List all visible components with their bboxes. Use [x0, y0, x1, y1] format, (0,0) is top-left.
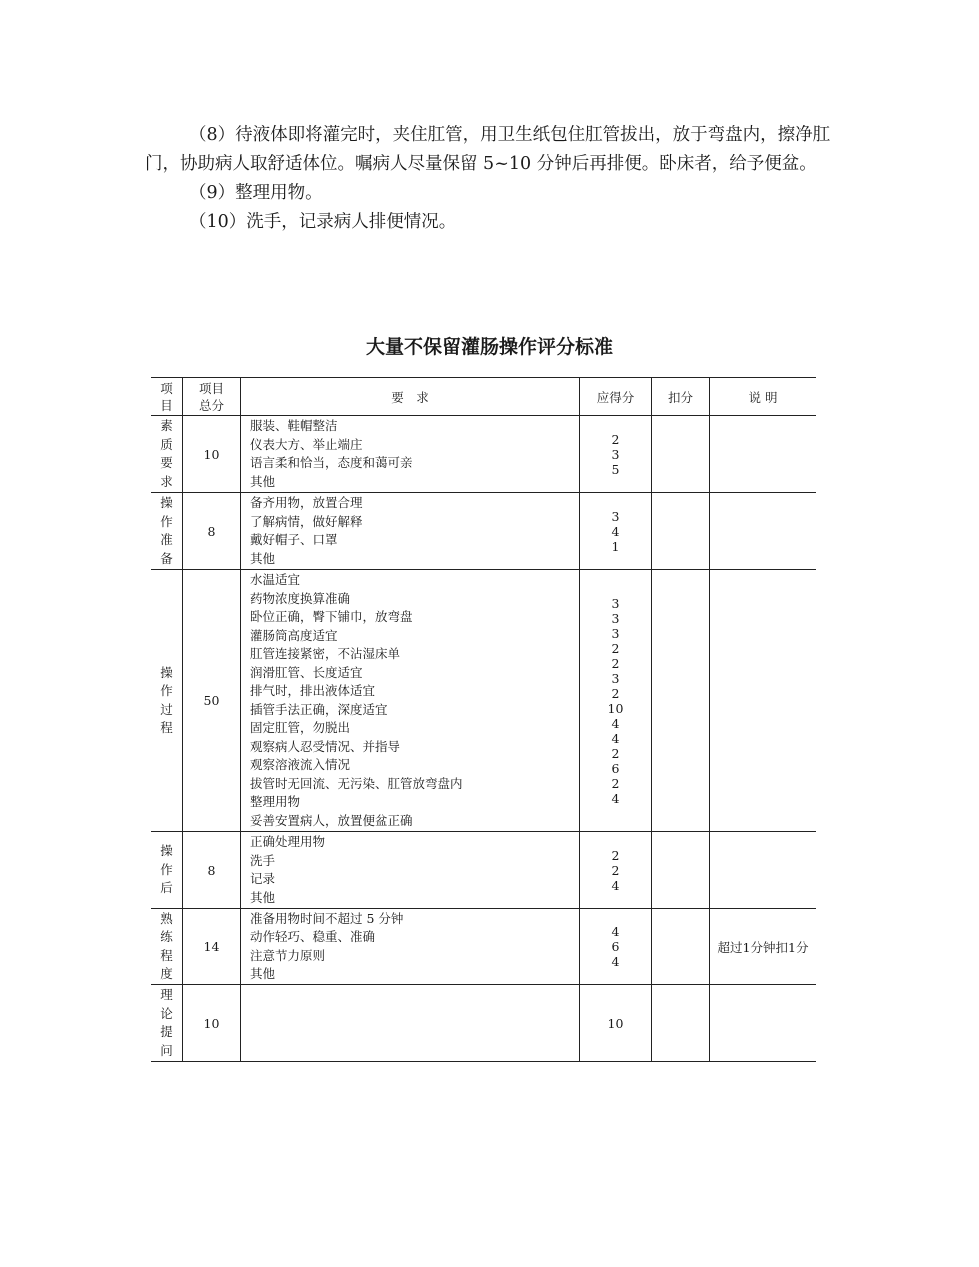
- deduction-cell: [652, 416, 710, 493]
- header-requirement: 要 求: [241, 378, 580, 416]
- requirement-line: 了解病情，做好解释: [250, 513, 363, 529]
- total-cell: 50: [183, 570, 241, 832]
- table-row-procedure: [151, 570, 816, 832]
- requirement-line: 排气时，排出液体适宜: [250, 683, 376, 698]
- score-value: 2: [611, 745, 620, 761]
- score-value: 2: [611, 640, 620, 656]
- table-row-after: [151, 832, 816, 909]
- score-value: 2: [611, 431, 620, 447]
- header-total: 项目 总分: [183, 378, 241, 416]
- table-row-quality: [151, 416, 816, 493]
- table-row-preparation: [151, 493, 816, 570]
- requirement-line: 插管手法正确，深度适宜: [250, 701, 388, 717]
- requirement-line: 拔管时无回流、无污染、肛管放弯盘内: [250, 775, 463, 791]
- item-cell: 熟 练 程 度: [151, 909, 183, 985]
- score-value: 10: [607, 700, 624, 716]
- deduction-cell: [652, 832, 710, 909]
- requirement-line: 其他: [250, 550, 276, 566]
- note-cell: [710, 985, 817, 1062]
- requirement-line: 润滑肛管、长度适宜: [250, 664, 363, 680]
- score-value: 3: [611, 446, 620, 462]
- requirement-line: 灌肠筒高度适宜: [250, 627, 338, 643]
- requirement-line: 洗手: [250, 852, 276, 868]
- requirement-cell: [241, 909, 580, 985]
- score-value: 5: [611, 461, 620, 477]
- requirement-line: 动作轻巧、稳重、准确: [250, 929, 376, 944]
- score-cell: [580, 416, 652, 493]
- scoring-table: [151, 377, 816, 1062]
- item-cell: 理 论 提 问: [151, 985, 183, 1062]
- score-value: 2: [611, 862, 620, 878]
- requirement-line: 备齐用物，放置合理: [250, 495, 363, 510]
- paragraph-step-8: （8）待液体即将灌完时，夹住肛管，用卫生纸包住肛管拔出，放于弯盘内，擦净肛门，协助病人取舒适体位。嘱病人尽量保留 5~10 分钟后再排便。卧床者，给予便盆。: [145, 125, 831, 174]
- header-deduction: 扣分: [652, 378, 710, 416]
- deduction-cell: [652, 570, 710, 832]
- score-cell: [580, 985, 652, 1062]
- requirement-line: 固定肛管，勿脱出: [250, 720, 351, 735]
- paragraph-step-10: （10）洗手，记录病人排便情况。: [189, 212, 457, 232]
- score-value: 1: [611, 538, 620, 554]
- requirement-cell: [241, 832, 580, 909]
- requirement-line: 正确处理用物: [250, 834, 326, 849]
- requirement-line: 观察病人忍受情况、并指导: [250, 738, 401, 754]
- table-title: 大量不保留灌肠操作评分标准: [365, 336, 613, 358]
- score-value: 10: [607, 1015, 624, 1031]
- score-value: 2: [611, 775, 620, 791]
- score-cell: [580, 493, 652, 570]
- score-value: 4: [611, 730, 620, 746]
- requirement-cell: [241, 985, 580, 1062]
- requirement-line: 肛管连接紧密，不沾湿床单: [250, 646, 401, 661]
- score-cell: [580, 570, 652, 832]
- requirement-line: 药物浓度换算准确: [250, 590, 351, 606]
- total-cell: 10: [183, 985, 241, 1062]
- requirement-line: 水温适宜: [250, 572, 301, 587]
- note-cell: [710, 493, 817, 570]
- table-row-theory: [151, 985, 816, 1062]
- item-cell: 操 作 准 备: [151, 493, 183, 570]
- deduction-cell: [652, 909, 710, 985]
- requirement-line: 卧位正确，臀下铺巾，放弯盘: [250, 609, 413, 624]
- total-cell: 8: [183, 832, 241, 909]
- table-header-row: [151, 378, 816, 416]
- item-cell: 素 质 要 求: [151, 416, 183, 493]
- item-cell: 操 作 过 程: [151, 570, 183, 832]
- score-value: 3: [611, 595, 620, 611]
- requirement-line: 其他: [250, 473, 276, 489]
- table-row-proficiency: [151, 909, 816, 985]
- score-cell: [580, 909, 652, 985]
- score-value: 6: [611, 939, 620, 954]
- requirement-line: 妥善安置病人，放置便盆正确: [250, 812, 413, 828]
- note-cell: 超过1分钟扣1分: [717, 939, 809, 955]
- requirement-cell: [241, 493, 580, 570]
- score-value: 3: [611, 508, 620, 524]
- requirement-line: 戴好帽子、口罩: [250, 532, 338, 547]
- requirement-cell: [241, 570, 580, 832]
- paragraph-step-9: （9）整理用物。: [189, 183, 323, 203]
- score-value: 4: [611, 877, 620, 893]
- requirement-line: 仪表大方、举止端庄: [250, 436, 363, 452]
- score-value: 4: [611, 523, 620, 539]
- score-cell: [580, 832, 652, 909]
- requirement-cell: [241, 416, 580, 493]
- header-note: 说 明: [748, 389, 778, 405]
- header-item: 项 目: [151, 378, 183, 416]
- score-value: 3: [611, 610, 620, 626]
- total-cell: 8: [183, 493, 241, 570]
- requirement-line: 语言柔和恰当，态度和蔼可亲: [250, 455, 413, 470]
- note-cell: [710, 832, 817, 909]
- requirement-line: 其他: [250, 966, 276, 981]
- score-value: 4: [611, 954, 620, 969]
- note-cell: [710, 570, 817, 832]
- deduction-cell: [652, 493, 710, 570]
- requirement-line: 准备用物时间不超过 5 分钟: [250, 910, 404, 926]
- requirement-line: 其他: [250, 889, 276, 905]
- instruction-paragraphs: [145, 121, 835, 237]
- item-cell: 操 作 后: [151, 832, 183, 909]
- requirement-line: 观察溶液流入情况: [250, 757, 351, 772]
- deduction-cell: [652, 985, 710, 1062]
- score-value: 2: [611, 655, 620, 671]
- note-cell: [710, 416, 817, 493]
- requirement-line: 注意节力原则: [250, 947, 326, 963]
- score-value: 4: [611, 790, 620, 806]
- requirement-line: 服装、鞋帽整洁: [250, 418, 338, 433]
- requirement-line: 整理用物: [250, 794, 301, 809]
- requirement-line: 记录: [250, 871, 276, 886]
- total-cell: 14: [183, 909, 241, 985]
- score-value: 2: [611, 685, 620, 701]
- score-value: 2: [611, 847, 620, 863]
- score-value: 4: [611, 924, 620, 939]
- header-score: 应得分: [580, 378, 652, 416]
- score-value: 6: [611, 760, 620, 776]
- score-value: 3: [611, 625, 620, 641]
- score-value: 3: [611, 670, 620, 686]
- score-value: 4: [611, 715, 620, 731]
- total-cell: 10: [183, 416, 241, 493]
